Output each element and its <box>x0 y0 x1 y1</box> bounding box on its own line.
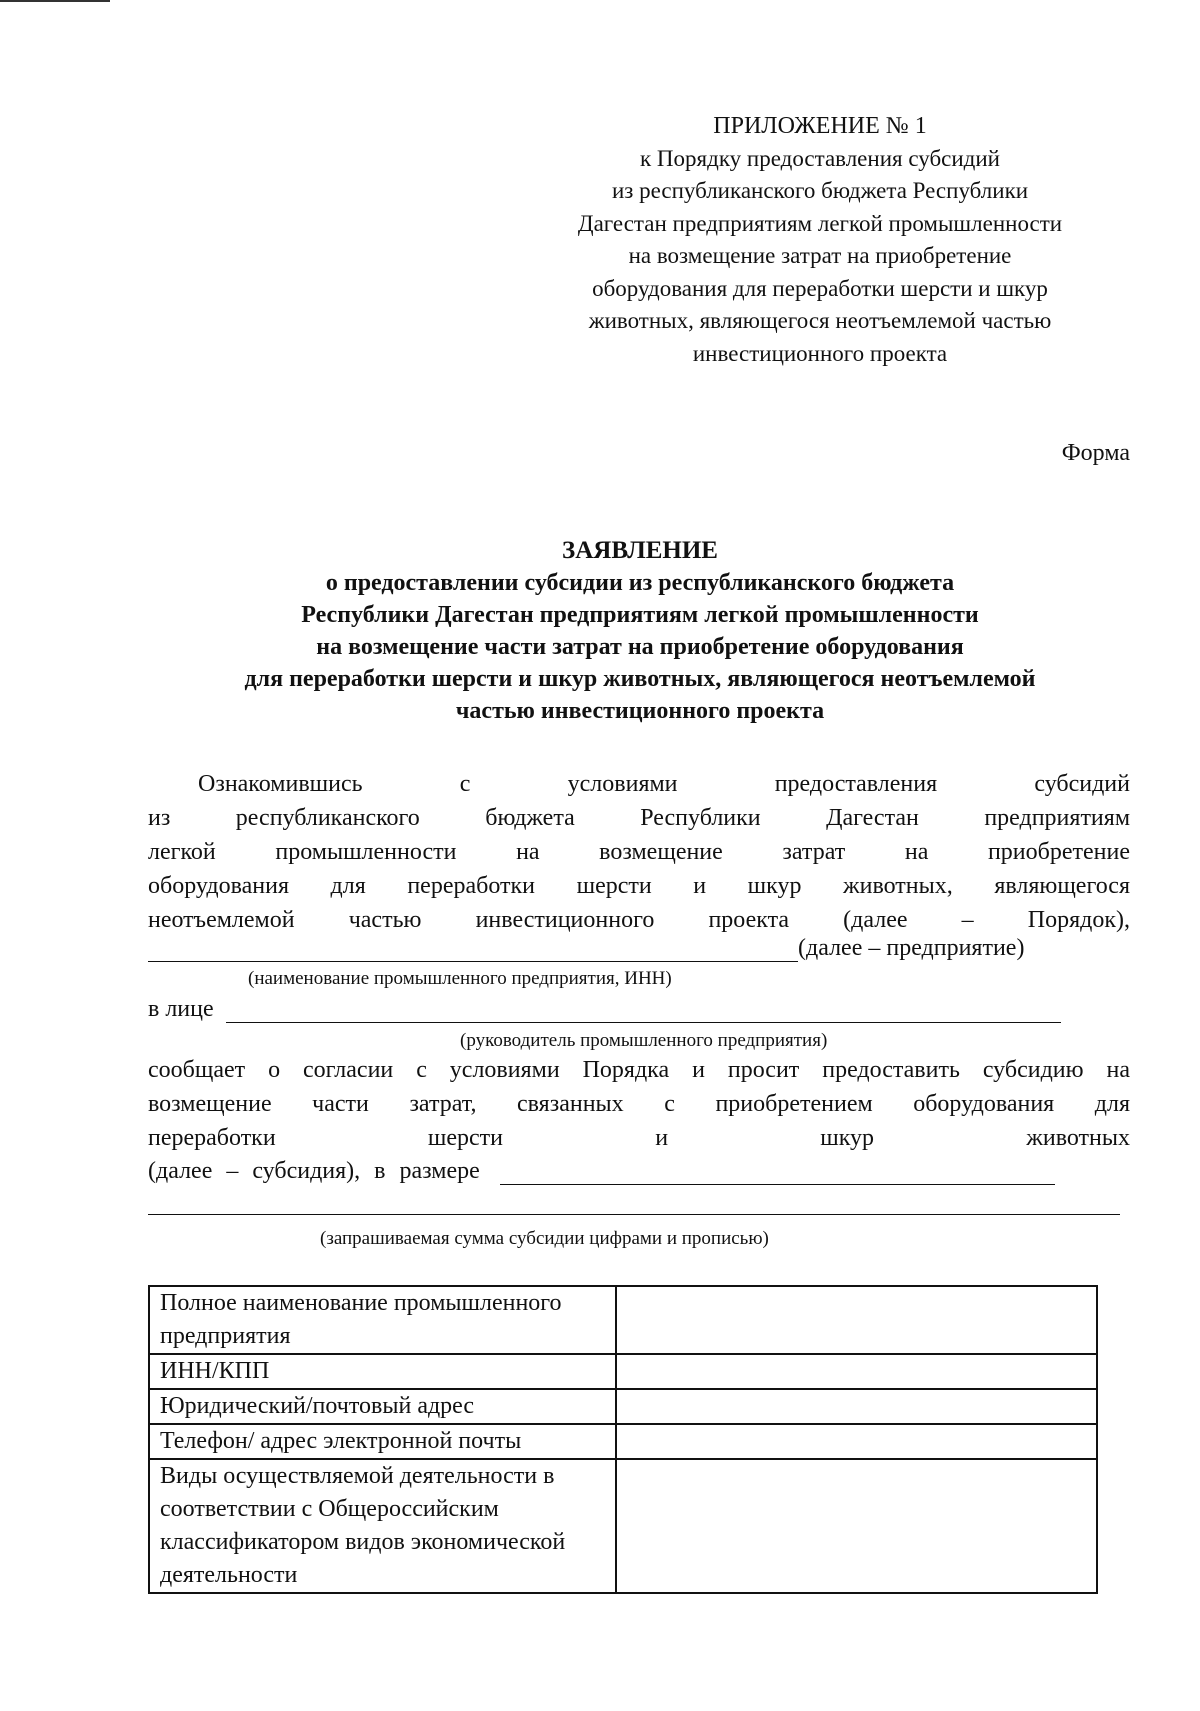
amount-field[interactable] <box>500 1160 1055 1185</box>
appendix-title: ПРИЛОЖЕНИЕ № 1 <box>713 113 927 139</box>
appendix-line: инвестиционного проекта <box>692 340 948 366</box>
paragraph-request <box>148 1053 1130 1155</box>
appendix-line: к Порядку предоставления субсидий <box>640 145 1000 171</box>
enterprise-row <box>148 935 1130 962</box>
paragraph-line: возмещение части затрат, связанных с приобретением оборудования для <box>148 1091 1130 1117</box>
heading-title: ЗАЯВЛЕНИЕ <box>562 537 718 564</box>
heading-line: для переработки шерсти и шкур животных, являющегося неотъемлемой <box>244 666 1036 692</box>
table-row <box>149 1286 1097 1354</box>
table-row <box>149 1424 1097 1459</box>
amount-prefix: (далее – субсидия), в размере <box>148 1158 480 1184</box>
person-caption: (руководитель промышленного предприятия) <box>460 1030 828 1051</box>
table-label-cell: ИНН/КПП <box>149 1354 616 1389</box>
appendix-line: Дагестан предприятиям легкой промышленности <box>577 210 1063 236</box>
enterprise-suffix: (далее – предприятие) <box>798 935 1025 961</box>
table-label-cell: Юридический/почтовый адрес <box>149 1389 616 1424</box>
table-label-cell: Телефон/ адрес электронной почты <box>149 1424 616 1459</box>
paragraph-line: Ознакомившись с условиями предоставления субсидий <box>198 771 1130 797</box>
heading-line: Республики Дагестан предприятиям легкой промышленности <box>301 602 979 628</box>
table-row <box>149 1389 1097 1424</box>
table-row <box>149 1354 1097 1389</box>
amount-caption: (запрашиваемая сумма субсидии цифрами и прописью) <box>320 1228 769 1249</box>
paragraph-line: сообщает о согласии с условиями Порядка и просит предоставить субсидию на <box>148 1057 1130 1083</box>
appendix-block <box>520 110 1120 370</box>
paragraph-line: из республиканского бюджета Республики Дагестан предприятиям <box>148 805 1130 831</box>
appendix-line: на возмещение затрат на приобретение <box>628 243 1012 268</box>
person-row <box>148 996 1130 1023</box>
amount-continuation-field[interactable] <box>148 1214 1120 1215</box>
enterprise-name-field[interactable] <box>148 935 798 962</box>
heading-line: частью инвестиционного проекта <box>455 698 825 724</box>
paragraph-intro <box>148 767 1130 937</box>
table-value-cell[interactable] <box>616 1389 1097 1424</box>
table-value-cell[interactable] <box>616 1286 1097 1354</box>
table-label-cell: Полное наименование промышленного предприятия <box>149 1286 616 1354</box>
document-heading <box>100 535 1180 727</box>
appendix-line: оборудования для переработки шерсти и шкур <box>592 275 1048 301</box>
paragraph-line: переработки шерсти и шкур животных <box>148 1125 1130 1151</box>
table-row <box>149 1459 1097 1593</box>
paragraph-line: неотъемлемой частью инвестиционного проекта (далее – Порядок), <box>148 907 1130 933</box>
table-value-cell[interactable] <box>616 1354 1097 1389</box>
paragraph-line: легкой промышленности на возмещение затрат на приобретение <box>148 839 1130 865</box>
amount-row <box>148 1158 1130 1185</box>
scan-artifact <box>0 0 110 2</box>
appendix-line: животных, являющегося неотъемлемой частью <box>588 308 1052 333</box>
person-prefix: в лице <box>148 996 214 1022</box>
form-label: Форма <box>1061 440 1130 466</box>
heading-line: на возмещение части затрат на приобретение оборудования <box>316 634 964 660</box>
paragraph-line: оборудования для переработки шерсти и шкур животных, являющегося <box>148 873 1130 899</box>
table-value-cell[interactable] <box>616 1424 1097 1459</box>
director-name-field[interactable] <box>226 998 1061 1023</box>
enterprise-caption: (наименование промышленного предприятия, ИНН) <box>248 968 672 989</box>
table-label-cell: Виды осуществляемой деятельности в соответствии с Общероссийским классификатором видов экономической деятельности <box>149 1459 616 1593</box>
table-value-cell[interactable] <box>616 1459 1097 1593</box>
enterprise-info-table <box>148 1285 1098 1594</box>
heading-line: о предоставлении субсидии из республиканского бюджета <box>325 570 955 596</box>
appendix-line: из республиканского бюджета Республики <box>611 178 1029 203</box>
